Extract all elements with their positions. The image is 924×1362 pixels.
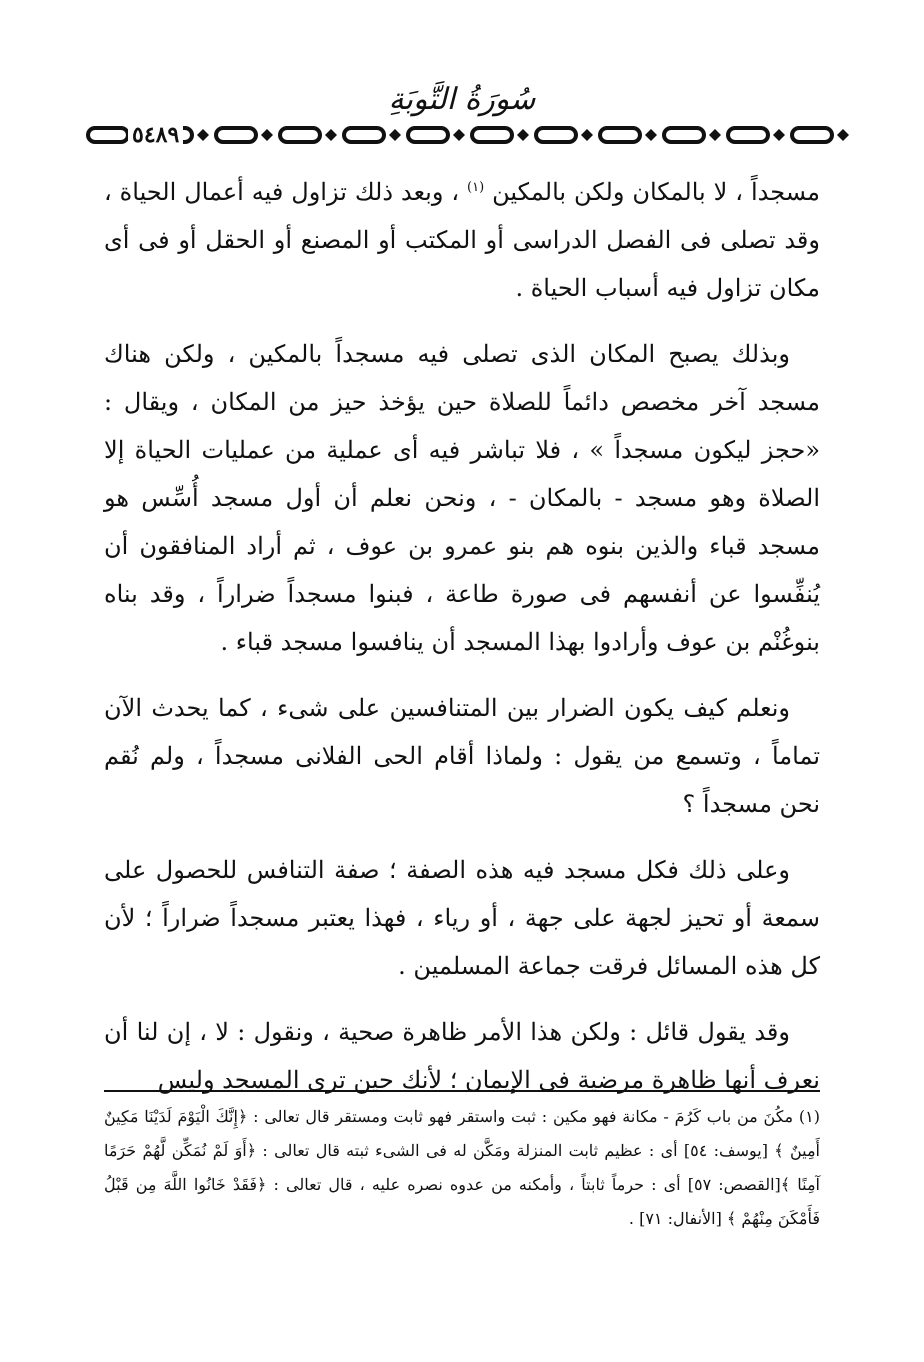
- ornament-link: [280, 128, 320, 142]
- ornament-link: [536, 128, 576, 142]
- ornament-diamond: [837, 129, 849, 141]
- ornament-link: [344, 128, 384, 142]
- ornament-diamond: [709, 129, 721, 141]
- ornament-diamond: [389, 129, 401, 141]
- ornament-diamond: [773, 129, 785, 141]
- ornament-diamond: [581, 129, 593, 141]
- ornament-link: [472, 128, 512, 142]
- footnote: [104, 1100, 820, 1236]
- ornamental-rule: [86, 122, 856, 148]
- page-header: [0, 80, 924, 120]
- paragraph: ونعلم كيف يكون الضرار بين المتنافسين على شىء ، كما يحدث الآن تماماً ، وتسمع من يقول : ولماذا أقام الحى الفلانى مسجداً ، ولم نُقم نحن مسجداً ؟: [104, 694, 820, 818]
- ornament-chain: [86, 122, 856, 148]
- ornament-diamond: [197, 129, 209, 141]
- ornament-link: [792, 128, 832, 142]
- page-number: ٥٤٨٩: [128, 122, 183, 148]
- ornament-diamond: [645, 129, 657, 141]
- ornament-link: [600, 128, 640, 142]
- sura-title: سُورَةُ التَّوبَةِ: [388, 82, 536, 117]
- paragraph-text: ، وبعد ذلك تزاول فيه أعمال الحياة ، وقد تصلى فى الفصل الدراسى أو المكتب أو المصنع أو الحقل أو فى أى مكان تزاول فيه أسباب الحياة .: [104, 178, 820, 302]
- ornament-link: [728, 128, 768, 142]
- ornament-diamond: [261, 129, 273, 141]
- ornament-diamond: [453, 129, 465, 141]
- paragraph: [104, 168, 820, 312]
- paragraph: وقد يقول قائل : ولكن هذا الأمر ظاهرة صحية ، ونقول : لا ، إن لنا أن نعرف أنها ظاهرة مرضية فى الإيمان ؛ لأنك حين ترى المسجد وليس: [104, 1018, 820, 1094]
- paragraph: وبذلك يصبح المكان الذى تصلى فيه مسجداً بالمكين ، ولكن هناك مسجد آخر مخصص دائماً للصلاة حين يؤخذ حيز من المكان ، ويقال : «حجز ليكون مسجداً » ، فلا تباشر فيه أى عملية من عمليات الحياة إلا الصلاة وهو مسجد - بالمكان - ، ونحن نعلم أن أول مسجد أُسِّس هو مسجد قباء والذين بنوه هم بنو عمرو بن عوف ، ثم أراد المنافقون أن يُنفِّسوا عن أنفسهم فى صورة طاعة ، فبنوا مسجداً ضراراً ، وقد بناه بنوغُنْم بن عوف وأرادوا بهذا المسجد أن ينافسوا مسجد قباء .: [104, 340, 820, 656]
- ornament-link: [664, 128, 704, 142]
- footnote-divider: [104, 1090, 820, 1092]
- ornament-diamond: [325, 129, 337, 141]
- ornament-link: [88, 128, 128, 142]
- paragraph-text: مسجداً ، لا بالمكان ولكن بالمكين: [492, 178, 820, 206]
- ornament-diamond: [517, 129, 529, 141]
- ornament-link: [408, 128, 448, 142]
- footnote-text: (١) مكُنَ من باب كَرُمَ - مكانة فهو مكين : ثبت واستقر فهو ثابت ومستقر قال تعالى : ﴿إِنَّكَ الْيَوْمَ لَدَيْنَا مَكِينٌ أَمِينٌ ﴾ [يوسف: ٥٤] أى : عظيم ثابت المنزلة ومَكَّن له فى الشىء ثبته قال تعالى : ﴿أَوَ لَمْ نُمَكِّن لَّهُمْ حَرَمًا آمِنًا ﴾[القصص: ٥٧] أى : حرماً ثابتاً ، وأمكنه من عدوه نصره عليه ، قال تعالى : ﴿فَقَدْ خَانُوا اللَّهَ مِن قَبْلُ فَأَمْكَنَ مِنْهُمْ ﴾ [الأنفال: ٧١] .: [104, 1107, 821, 1228]
- ornament-link: [216, 128, 256, 142]
- paragraph: وعلى ذلك فكل مسجد فيه هذه الصفة ؛ صفة التنافس للحصول على سمعة أو تحيز لجهة على جهة ، أو رياء ، فهذا يعتبر مسجداً ضراراً ؛ لأن كل هذه المسائل فرقت جماعة المسلمين .: [104, 856, 820, 980]
- main-text: [104, 168, 820, 1122]
- footnote-marker: (١): [467, 180, 485, 195]
